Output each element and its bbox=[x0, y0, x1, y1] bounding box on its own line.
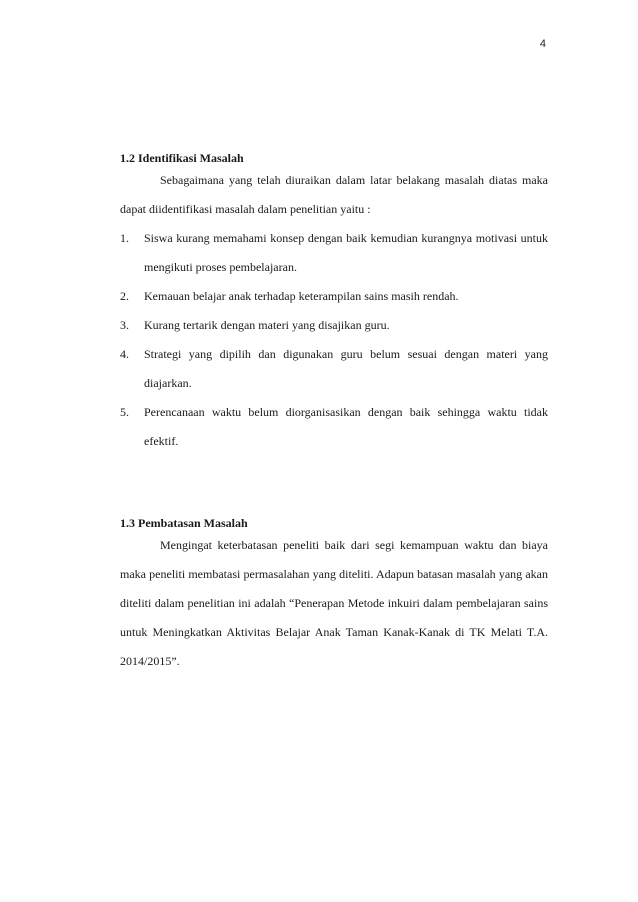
list-item bbox=[120, 398, 548, 456]
problem-list bbox=[120, 224, 548, 456]
list-item bbox=[120, 340, 548, 398]
section-heading: 1.3 Pembatasan Masalah bbox=[120, 516, 248, 530]
list-text: Strategi yang dipilih dan digunakan guru belum sesuai dengan materi yang diajarkan. bbox=[144, 347, 548, 390]
section-identifikasi bbox=[120, 150, 548, 456]
list-number: 5. bbox=[120, 405, 129, 419]
section-pembatasan bbox=[120, 515, 548, 676]
list-text: Kurang tertarik dengan materi yang disajikan guru. bbox=[144, 318, 390, 332]
list-text: Kemauan belajar anak terhadap keterampilan sains masih rendah. bbox=[144, 289, 459, 303]
list-number: 1. bbox=[120, 231, 129, 245]
list-text: Perencanaan waktu belum diorganisasikan dengan baik sehingga waktu tidak efektif. bbox=[144, 405, 548, 448]
list-text: Siswa kurang memahami konsep dengan baik kemudian kurangnya motivasi untuk mengikuti proses pembelajaran. bbox=[144, 231, 548, 274]
list-number: 3. bbox=[120, 318, 129, 332]
list-item bbox=[120, 311, 548, 340]
list-item bbox=[120, 224, 548, 282]
list-number: 4. bbox=[120, 347, 129, 361]
section-heading: 1.2 Identifikasi Masalah bbox=[120, 151, 244, 165]
section-intro-paragraph bbox=[120, 166, 548, 224]
body-text: Mengingat keterbatasan peneliti baik dari segi kemampuan waktu dan biaya maka peneliti membatasi permasalahan yang diteliti. Adapun batasan masalah yang akan diteliti dalam penelitian ini adalah “Penerapan Metode inkuiri dalam pembelajaran sains untuk Meningkatkan Aktivitas Belajar Anak Taman Kanak-Kanak di TK Melati T.A. 2014/2015”. bbox=[120, 538, 548, 668]
list-item bbox=[120, 282, 548, 311]
intro-text: Sebagaimana yang telah diuraikan dalam latar belakang masalah diatas maka dapat diidentifikasi masalah dalam penelitian yaitu : bbox=[120, 173, 548, 216]
section-body-paragraph bbox=[120, 531, 548, 676]
page-number: 4 bbox=[539, 38, 546, 50]
list-number: 2. bbox=[120, 289, 129, 303]
